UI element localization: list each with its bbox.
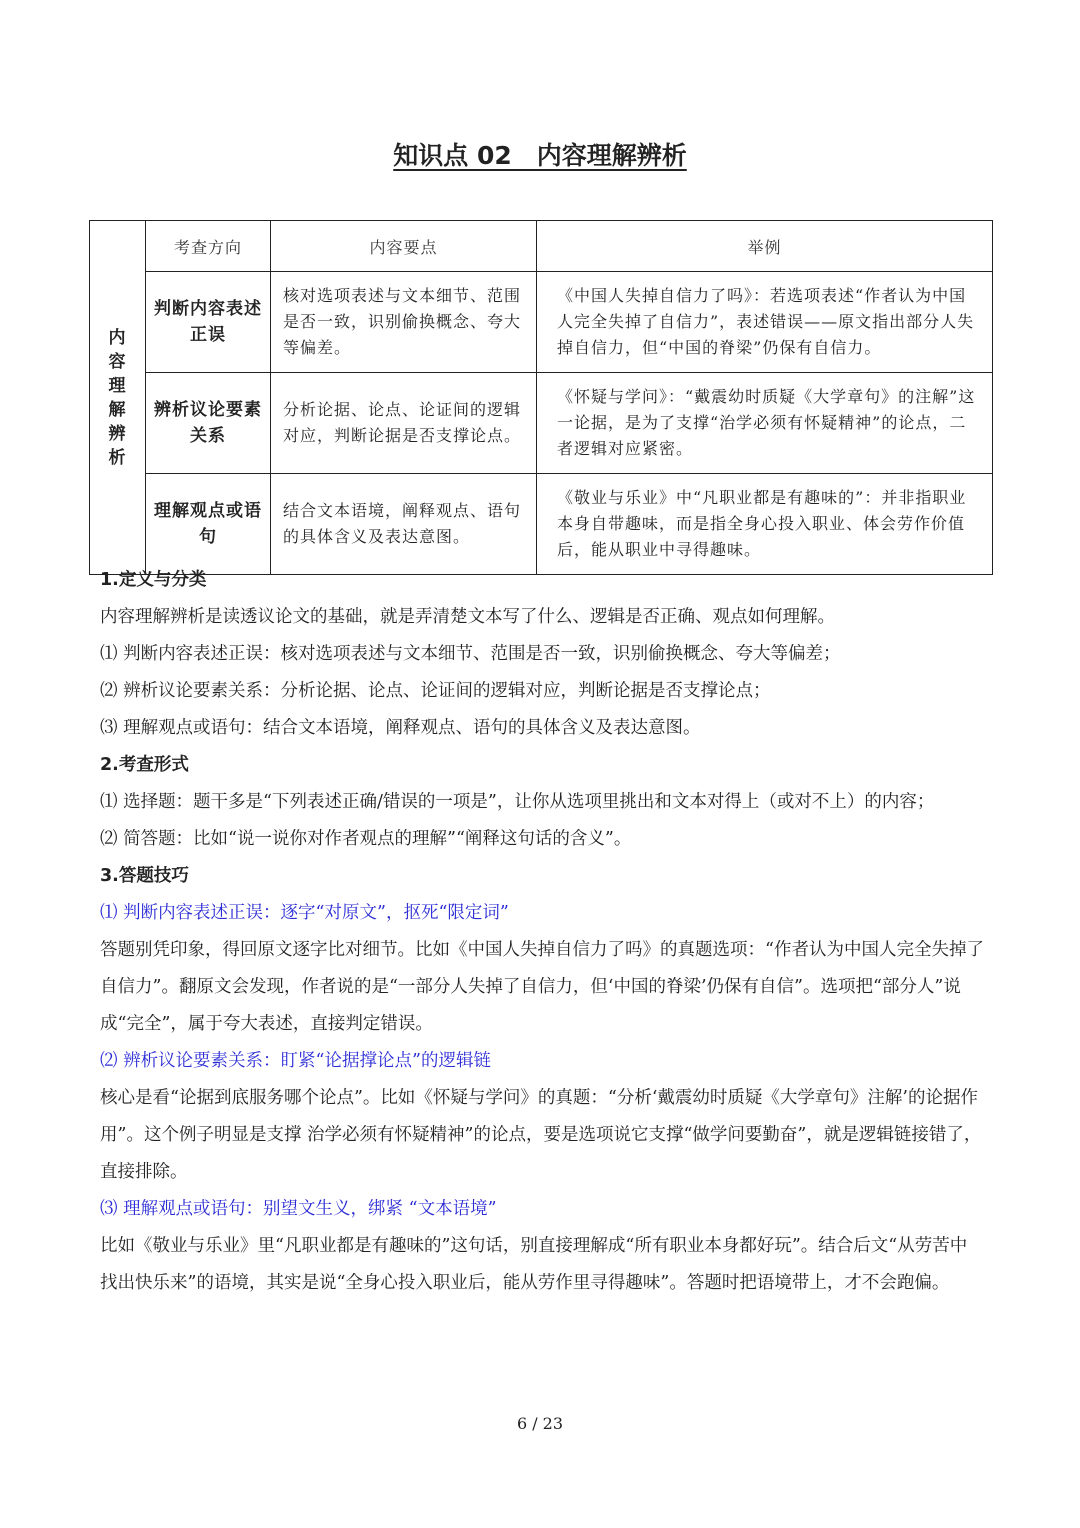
paragraph: 核心是看“论据到底服务哪个论点”。比如《怀疑与学问》的真题：“分析‘戴震幼时质疑《大学章句》注解’的论据作用”。这个例子明显是支撑 治学必须有怀疑精神”的论点，要是选项说它支撑“做学问要勤奋”，就是逻辑链接错了，直接排除。 xyxy=(100,1088,982,1182)
row-direction: 理解观点或语句 xyxy=(146,474,271,575)
table-row xyxy=(90,373,993,474)
row-example: 《怀疑与学问》：“戴震幼时质疑《大学章句》的注解”这一论据，是为了支撑“治学必须有怀疑精神”的论点，二者逻辑对应紧密。 xyxy=(537,373,993,474)
row-points: 结合文本语境，阐释观点、语句的具体含义及表达意图。 xyxy=(271,474,537,575)
row-direction: 判断内容表述正误 xyxy=(146,272,271,373)
sub-heading: ⑵ 辨析议论要素关系：盯紧“论据撑论点”的逻辑链 xyxy=(100,1051,491,1071)
page-number: 6 / 23 xyxy=(516,1414,564,1433)
sub-heading: ⑴ 判断内容表述正误：逐字“对原文”，抠死“限定词” xyxy=(100,903,509,923)
table-side-label: 内容理解辨析 xyxy=(90,221,146,575)
table-row xyxy=(90,272,993,373)
list-item: ⑵ 简答题：比如“说一说你对作者观点的理解”“阐释这句话的含义”。 xyxy=(100,829,632,849)
row-points: 分析论据、论点、论证间的逻辑对应，判断论据是否支撑论点。 xyxy=(271,373,537,474)
page-title: 知识点 02 内容理解辨析 xyxy=(393,141,687,170)
section-heading: 1.定义与分类 xyxy=(100,570,207,590)
row-direction: 辨析议论要素关系 xyxy=(146,373,271,474)
table-header-points: 内容要点 xyxy=(271,221,537,272)
row-example: 《敬业与乐业》中“凡职业都是有趣味的”：并非指职业本身自带趣味，而是指全身心投入职业、体会劳作价值后，能从职业中寻得趣味。 xyxy=(537,474,993,575)
paragraph: 比如《敬业与乐业》里“凡职业都是有趣味的”这句话，别直接理解成“所有职业本身都好玩”。结合后文“从劳苦中找出快乐来”的语境，其实是说“全身心投入职业后，能从劳作里寻得趣味”。答题时把语境带上，才不会跑偏。 xyxy=(100,1236,968,1293)
list-item: ⑴ 判断内容表述正误：核对选项表述与文本细节、范围是否一致，识别偷换概念、夸大等偏差； xyxy=(100,644,841,664)
knowledge-table xyxy=(89,220,993,575)
section-heading: 2.考查形式 xyxy=(100,755,189,775)
paragraph: 内容理解辨析是读透议论文的基础，就是弄清楚文本写了什么、逻辑是否正确、观点如何理解。 xyxy=(100,607,835,627)
table-header-example: 举例 xyxy=(537,221,993,272)
section-heading: 3.答题技巧 xyxy=(100,866,189,886)
sub-heading: ⑶ 理解观点或语句：别望文生义，绑紧 “文本语境” xyxy=(100,1199,497,1219)
paragraph: 答题别凭印象，得回原文逐字比对细节。比如《中国人失掉自信力了吗》的真题选项：“作者认为中国人完全失掉了自信力”。翻原文会发现，作者说的是“一部分人失掉了自信力，但‘中国的脊梁’仍保有自信”。选项把“部分人”说成“完全”，属于夸大表述，直接判定错误。 xyxy=(100,940,984,1034)
document-body xyxy=(100,562,984,1302)
list-item: ⑵ 辨析议论要素关系：分析论据、论点、论证间的逻辑对应，判断论据是否支撑论点； xyxy=(100,681,771,701)
table-row xyxy=(90,474,993,575)
row-points: 核对选项表述与文本细节、范围是否一致，识别偷换概念、夸大等偏差。 xyxy=(271,272,537,373)
row-example: 《中国人失掉自信力了吗》：若选项表述“作者认为中国人完全失掉了自信力”，表述错误——原文指出部分人失掉自信力，但“中国的脊梁”仍保有自信力。 xyxy=(537,272,993,373)
list-item: ⑴ 选择题：题干多是“下列表述正确/错误的一项是”，让你从选项里挑出和文本对得上（或对不上）的内容； xyxy=(100,792,935,812)
table-header-direction: 考查方向 xyxy=(146,221,271,272)
list-item: ⑶ 理解观点或语句：结合文本语境，阐释观点、语句的具体含义及表达意图。 xyxy=(100,718,701,738)
